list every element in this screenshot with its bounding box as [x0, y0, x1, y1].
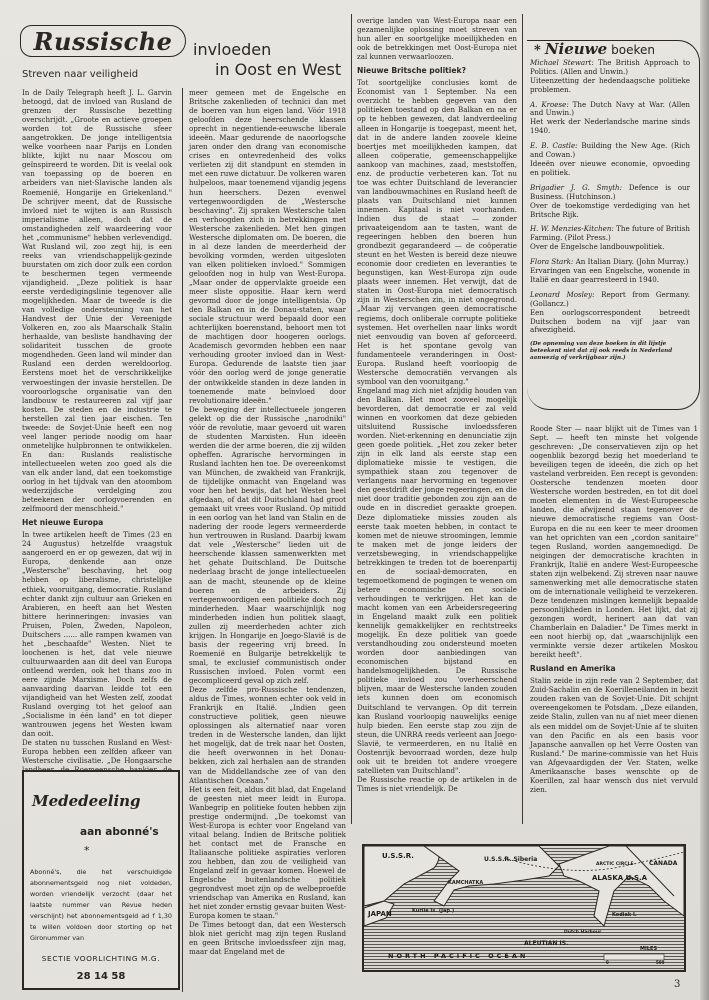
title-rest: boeken: [611, 43, 655, 57]
north-pacific-map: [362, 844, 686, 972]
giro-number: 28 14 58: [76, 971, 126, 982]
book-author: A. Kroese:: [530, 99, 569, 109]
book-author: Flora Stark:: [530, 257, 574, 267]
paragraph: Roode Ster — naar blijkt uit de Times van 1 Sept. — heeft ten minste het volgende geschreven: „De conservatieven zijn op het oogenblik bezorgd bezig het moederland te beveiligen tegen de ideeën, die zich op het vasteland verbreiden. Een recept is gevonden: Oostersche tendenzen moeten door Westersche worden bestreden, en tot dit doel moeten elementen in de West-Europeesche landen, die afwijzend staan tegenover de nieuwe democratische regiems van Oost-Europa en die nu een keer te meer droomen van het oprichten van een „cordon sanitaire" tegen Rusland, worden aangemoedigd. De neigingen der democratische krachten in Frankrijk, Italië en andere West-Europeesche staten zijn welbekend. Zij streven naar nauwe samenwerking met alle democratische staten om de internationale veiligheid te verzekeren. Deze tendenzen mislingen kennelijk bepaalde persoonlijkheden in Londen. Het lijkt, dat zij gezongen wordt, herinert aan dat van Chamberlain en Daladier." De Times merkt in een noot hierbij op, dat „waarschijnlijk een verminkte versie dezer artikelen Moskou bereikt heeft".: [530, 424, 698, 660]
book-description: Over de Engelsche landbouwpolitiek.: [530, 242, 665, 252]
book-description: Uiteenzetting der hedendaagsche politieke problemen.: [530, 75, 690, 94]
book-description: Ervaringen van een Engelsche, wonende in Italië en daar gearresteerd in 1940.: [530, 266, 690, 284]
map-label: NORTH PACIFIC OCEAN: [388, 952, 529, 960]
paragraph: De beweging der intellectueele jongeren gelekt op die der Russische „narodniki" vóór de revolutie, maar gevoerd uit waren de studenten Marxisten. Hun ideeën werden die der arme boeren, die zij wilden opheffen. Agrarische hervormingen in Rusland lachten hen toe. De overeenkomst van München, de zwakheid van Frankrijk, de tijdelijke onmacht van Engeland was voor hen het bewijs, dat het Westen heel afgedaan, of dat dit Duitschland had groot gemaakt uit vrees voor Rusland. Op mitidd in een oorlog van het land van Stalin en de nadering der roode legers vermeerderde hun vertrouwen in Rusland. Daarbij kwam dat vele „Westersche" lieden uit de heerschende klassen samenwerkten met het gehate Duitschland. De Duitsche nederlaag bracht de jonge intellectueelen aan de macht, steunende op de kleine boeren en de arbeiders. Zij vertegenwoordigen een politieke doch nog minderheden. Maar waarschijnlijk nog minderheden indien hun politiek slaagt, zullen zij meerderheden achter zich krijgen. In Hongarije en Joego-Slavië is de basis der regeering vrij breed. In Roemenië en Bulgarije betrekkelijk te smal, te exclusief communistisch onder Russischen invloed. Polen vormt een gecompliceerd geval op zich zelf.: [189, 404, 346, 686]
notice-subtitle: aan abonné's: [80, 826, 159, 838]
subscriber-notice-box: [22, 770, 180, 990]
scale-tick-label: 500: [656, 960, 665, 965]
title-italic: Nieuwe: [544, 40, 608, 58]
paragraph: De Times betoogt dan, dat een Westersch blok niet gericht mag zijn tegen Rusland en geen Britsche invloedssfeer zijn mag, maar dat Engeland met de: [189, 920, 346, 957]
section-heading: Het nieuwe Europa: [22, 518, 104, 528]
map-label: ALASKA U.S.A: [592, 874, 648, 882]
paragraph: In de Daily Telegraph heeft J. L. Garvin betoogd, dat de invloed van Rusland de grenzen der Russische bezetting overschrijdt. „Groote en actieve groepen worden tot de Russische sfeer aangetrokken. De jonge intelligentsia welke voorheen naar Parijs en Londen blikte, kijkt nu naar Moscou om geïnspireerd te worden. Dit is veelal ook van toepassing op de boeren en arbeiders van niet-Slavische landen als Roemenië, Hongarije en Griekenland." De schrijver meent, dat de Russische invloed niet te wijten is aan Russisch imperialisme alleen, doch dat de omstandigheden zelf waardeering voor het „communisme" hebben verlevendigd. Wat Rusland wil, zoo zegt hij, is een reeks van vriendschappelijk-gezinde buurstaten om zich door zulk een cordon te beschermen tegen vermeende vijandigheid. „Deze politiek is haar eerste verdedigingslinie tegenover alle mogelijkheden. Maar de tweede is die van volledige ondersteuning van het Handvest der Unie der Vereenigde Volkeren en, zoo als Maarschalk Stalin herhaalde, van besliste handhaving der solidariteit tusschen de groote mogendheden. Geen land wil minder dan Rusland een derden wereldoorlog. Eerstens moet het de verschrikkelijke verwoestingen der invasie herstellen. De vooroorlogsche organisatie van den landbouw te restaureeren zal vijf jaar kosten. De steden en de industrie te herstellen zal tien jaar eischen. Ten tweede: de Sovjet-Unie heeft een nog veel langer periode noodig om haar onmetelijke hulpbronnen te ontwikkelen. En dan: Ruslands realistische intellectueelen weten zoo goed als die van elk ander land, dat een toekomstige oorlog in het tijdvak van den atoombom wederzijdsche verdelging zou beteekenen der oorlogvoerenden en zelfmoord der menschheid.": [22, 88, 172, 514]
star-icon: *: [84, 844, 90, 857]
map-label: Dutch Harbour: [564, 930, 602, 935]
paragraph: Stalin zeide in zijn rede van 2 September, dat Zuid-Sachalin en de Koerilleneilanden in bezit zouden raken van de Sovjet-Unie. Dit schijnt overeengekomen te Potsdam. „Deze eilanden, zeide Stalin, zullen van nu af niet meer dienen als een middel om de Sovjet-Unie af te sluiten van den Pacific en als een basis voor Japansche aanvallen op het Verre Oosten van Rusland." De marine-commissie van het Huis van Afgevaardigden der Ver. Staten, welke Amerikaansche bases wenschte op de Koerillen, zal haar wensch dus niet vervuld zien.: [530, 676, 698, 794]
notice-title: Mededeeling: [32, 792, 141, 810]
book-title: The future of British Farming. (Pilot Press.): [530, 224, 690, 243]
section-heading: Rusland en Amerika: [530, 664, 616, 674]
article-column-3: [357, 16, 517, 822]
title-line-2: in Oost en West: [215, 60, 342, 79]
paragraph: Het is een feit, aldus dit blad, dat Engeland de geesten niet meer leidt in Europa. Wanbegrip en politieke fouten hebben zijn prestige ondermijnd. „De toekomst van West-Europa is echter voor Engeland van vitaal belang. Indien de Britsche politiek het contact met de Fransche en Italiaansche politieke aspiraties verloren zou hebben, dan zou de veiligheid van Engeland zelf in gevaar komen. Hoewel de Engelsche buitenlandsche politiek gegrondvest moet zijn op de welbeproefde vriendschap van Amerika en Rusland, kan het niet zonder ernstig gevaar buiten West-Europa komen te staan.": [189, 784, 346, 921]
paragraph: De Russische reactie op de artikelen in de Times is niet vriendelijk. De: [357, 774, 517, 793]
book-author: Michael Stewart:: [530, 57, 594, 67]
page-number: 3: [674, 979, 681, 990]
map-label: Kurile Is. (Jap.): [412, 908, 455, 914]
book-author: H. W. Menzies-Kitchen:: [530, 224, 614, 234]
book-title: An Italian Diary. (John Murray.): [575, 257, 689, 267]
notice-section: SECTIE VOORLICHTING M.G.: [41, 954, 161, 963]
notice-body: Abonné's, die het verschuldigde abonnementsgeld nog niet voldeden, worden vriendelijk verzocht (daar het laatste nummer van Revue heden verschijnt) het abonnementsgeld ad f 1,30 te willen voldoen door storting op het Gironummer van: [30, 868, 172, 942]
column-divider: [522, 14, 523, 824]
article-column-4: [530, 424, 698, 794]
book-entry: [530, 101, 690, 137]
book-author: Leonard Mosley:: [530, 289, 595, 299]
book-entry: [530, 225, 690, 252]
scale-tick-label: 0: [606, 960, 609, 965]
map-label: U.S.S.R. Siberia: [484, 856, 538, 863]
column-divider: [182, 88, 183, 992]
book-description: Ideeën over nieuwe economie, opvoeding en politiek.: [530, 158, 690, 177]
map-label: Kodiak I.: [612, 912, 637, 918]
new-books-title: [534, 40, 690, 58]
map-label: ALEUTIAN IS.: [524, 940, 569, 947]
map-label: JAPAN: [368, 910, 392, 918]
book-description: Over de toekomstige verdediging van het Britsche Rijk.: [530, 200, 690, 219]
paragraph: In twee artikelen heeft de Times (23 en 24 Augustus) hetzelfde vraagstuk aangeroerd en er op gewezen, dat wij in Europa, denkende aan onze „Westersche" beschaving, het oog hebben op liberalisme, christelijke ethiek, vooruitgang, democratie. Rusland echter dankt zijn cultuur aan Grieken en Arabieren, en heeft aan het Westen bittere herinneringen: invasies van Pruisen, Polen, Zweden, Napoleon, Duitschers ...... alle rampen kwamen van het „beschaafde" Westen. Niet te loochenen is het, dat vele nieuwe cultuurwaarden aan dit deel van Europa ontleend werden, ook het thans zoo in eere zijnde Marxisme. Doch zelfs de aanvaarding daarvan leidde tot een vijandigheid van het Westen zelf, zoodat Rusland overging tot het geloof aan „Socialisme in één land" en tot dieper wantrouwen jegens het Westen kwam dan ooit.: [22, 530, 172, 739]
star-icon: *: [534, 43, 541, 58]
title-word: Russische: [33, 26, 173, 56]
article-column-2: [189, 88, 346, 992]
paragraph: De staten nu tusschen Rusland en West-Europa hebben een zelfden afkeer van Westersche civilisatie. „De Hongaarsche: [22, 738, 172, 766]
title-badge: [20, 25, 186, 57]
page-edge-shadow: [700, 0, 709, 1000]
column-divider: [351, 14, 352, 824]
section-heading: Nieuwe Britsche politiek?: [357, 66, 467, 76]
map-label: MILES: [640, 946, 658, 952]
land-siberia: [424, 846, 559, 906]
paragraph: overige landen van West-Europa naar een gezamenlijke oplossing moet streven van hun aller en soortgelijke moeilijkheden en ook de betrekkingen met Oost-Europa niet zal kunnen verwaarloozen.: [357, 16, 517, 62]
book-title: Report from Germany. (Gollancz.): [530, 289, 690, 308]
book-entry: [530, 142, 690, 178]
book-author: Brigadier J. G. Smyth:: [530, 182, 623, 192]
book-title: The British Approach to Politics. (Allen and Unwin.): [530, 57, 690, 76]
book-title: Building the New Age. (Rich and Cowan.): [530, 141, 691, 160]
title-line-1: invloeden: [193, 40, 272, 59]
paragraph: meer gemeen met de Engelsche en Britsche zakenlieden of technici dan met de boeren van hun eigen land. Vóór 1918 geloofden deze heerschende klassen oprecht in negentiende-eeuwsche liberale ideeën. Maar gedurende de naoorlogsche jaren onder den drang van economische crises en ontevredenheid des volks verlieten zij dit standpunt en stemden in met een ruwe dictatuur. De volkeren waren hulpeloos, maar toenemend vijandig jegens hun heerschers. Dezen evenwel vertegenwoordigden de „Westersche beschaving". Zij spraken Westersche talen en verhoogden zich in betrekkingen met Westersche zakenlieden. Met hen gingen Westersche diplomaten om. De boeren, die in al deze landen de meerderheid der bevolking vormden, werden uitgesloten van elken politieken invloed." Sommigen geloofden nog in hulp van West-Europa. „Maar onder de oppervlakte groeide een meer sliste oppositie. Haar kern werd gevormd door de jonge intelligentsia. Op den Balkan en in de Donau-staten, waar sociale structuur werd bepaald door een achterlijken boerenstand, behoort men tot de machtigen door hoogeren oorlogs. Academisch gevormden hebben een naar verhouding grooter invloed dan in West-Europa. Gedurende de laatste tien jaar vóór den oorlog werd de jonge generatie der ontwikkelde standen in deze landen in toenemende mate beïnvloed door revolutionaire ideeën.": [189, 88, 346, 405]
subheading: Streven naar veiligheid: [22, 69, 139, 80]
map-label: ARCTIC CIRCLE: [596, 862, 634, 867]
new-books-box: [530, 40, 691, 362]
book-entry: [530, 59, 690, 95]
map-label: CANADA: [649, 860, 678, 867]
article-column-1: [22, 88, 172, 766]
book-author: E. B. Castle:: [530, 141, 578, 151]
paragraph: Deze zelfde pro-Russische tendenzen, aldus de Times, wonnen echter ook veld in Frankrijk en Italië. „Indien geen constructieve politiek, geen nieuwe oplossingen als alternatief naar voren treden in de Westersche landen, dan lijkt het mogelijk, dat de trek naar het Oosten, die heeft overwonnen in het Donau-bekken, zich zal herhalen aan de stranden van de Middellandsche zee of van den Atlantischen Oceaan.": [189, 685, 346, 785]
book-entry: [530, 291, 690, 336]
paragraph: Tot soortgelijke conclusies komt de Economist van 1 September. Na een overzicht te hebben gegeven van den politieken toestand op den Balkan en na er op te hebben gewezen, dat landverdeeling alleen in Hongarije is toegepast, meent het, dat in de andere landen zoovele kleine boertjes met moeilijkheden kampen, dat alleen coöperatie, gemeenschappelijke aankoop van machines, zaad, meststoffen, enz. de productie verbeteren kan. Tot nu toe was echter Duitschland de leverancier van landbouwmachines en Rusland heeft de plaats van Duitschland niet kunnen innemen. Kapitaal is niet voorhanden. Indien dus de staat — zonder privaateigendom aan te tasten, want de regeeringen hebben den boeren hun grondbezit gegarandeerd — de coöperatie steunt en het Westen is bereid deze nieuwe economie door credieten en leveranties te begunstigen, kan West-Europa zijn oude plaats weer innemen. Het verwijt, dat de staten in Oost-Europa niet democratisch zijn in Westerschen zin, in niet ongegrond. „Maar zij vervangen geen democratische regiems, doch onliberale corrupte politieke systemen. Het overhellen naar links wordt niet eenvoudig van boven af geforceerd. Het is het spontane gevolg van fundamenteele veranderingen in Oost-Europa. Rusland heeft voorloopig de Westersche democratiën vervangen als symbool van den vooruitgang.": [357, 78, 517, 386]
map-label: KAMCHATKA: [448, 880, 484, 886]
book-title: The Dutch Navy at War. (Allen and Unwin.): [530, 99, 691, 118]
book-description: Een oorlogscorrespondent betreedt Duitschen bodem na vijf jaar van afwezigheid.: [530, 307, 690, 335]
book-title: Defence is our Business. (Hutchinson.): [530, 182, 690, 201]
paragraph: Engeland mag zich niet afzijdig houden van den Balkan. Het moet zooveel mogelijk bevorderen, dat democratie er zal veld winnen en voorkomen dat deze gebieden uitsluitend Russische invloedssferen worden. Niet-erkenning en denunciatie zijn geen goede politiek. „Het zou zeker beter zijn in elk land als eerste stap een diplomatieke missie te vestigen, die sympathiek staan zou tegenover de verlangens naar hervorming en tegenover den geestdrift der jonge regeeringen, en die niet door traditie gebonden zou zijn aan de oude en in discrediet geraakte groepen. Deze diplomatieke missies zouden als eerste taak moeten hebben, in contact te komen met de nieuwe stroomingen, lemmie te maken met de jonge leiders der verzetsbeweging, in vriendschappelijke betrekkingen te treden tot de boerenpartij en de sociaal-democraten, en tegemoetkomend de pogingen te wenen om betere economische en sociale verhoudingen te verkrijgen. Het kan de macht komen van een Arbeidersregeering in Engeland maakt zulk een politiek kennelijk gemakkelijker en rechtstreeks mogelijk. En deze politiek van goede verstandhouding zou ondersteund moeten worden door aanbiedingen van economischen bijstand en handelsmogelijkheden. De Russische politieke invloed zou 'overheerschend blijven, maar de Westersche landen zouden iets kunnen doen om economisch Duitschland te vervangen. Op dit terrein kan Rusland voorloopig nauwelijks eenige hulp bieden. Een eerste stap zou zijn de steun, die UNRRA reeds verleent aan Joego-Slavië, te vermeerderen, en nu Italië en Oostenrijk bevoorraad worden, deze hulp ook uit te breiden tot andere vroegere satellieten van Duitschland".: [357, 385, 517, 775]
book-description: Het werk der Nederlandsche marine sinds 1940.: [530, 117, 690, 136]
scale-bar: [604, 954, 664, 960]
books-footnote: (De opneming van deze boeken in dit lijstje beteekent niet dat zij ook reeds in Nederland aanwezig of verkrijgbaar zijn.): [530, 341, 673, 362]
book-entry: [530, 184, 690, 220]
book-entry: [530, 258, 690, 285]
map-label: U.S.S.R.: [382, 852, 414, 860]
